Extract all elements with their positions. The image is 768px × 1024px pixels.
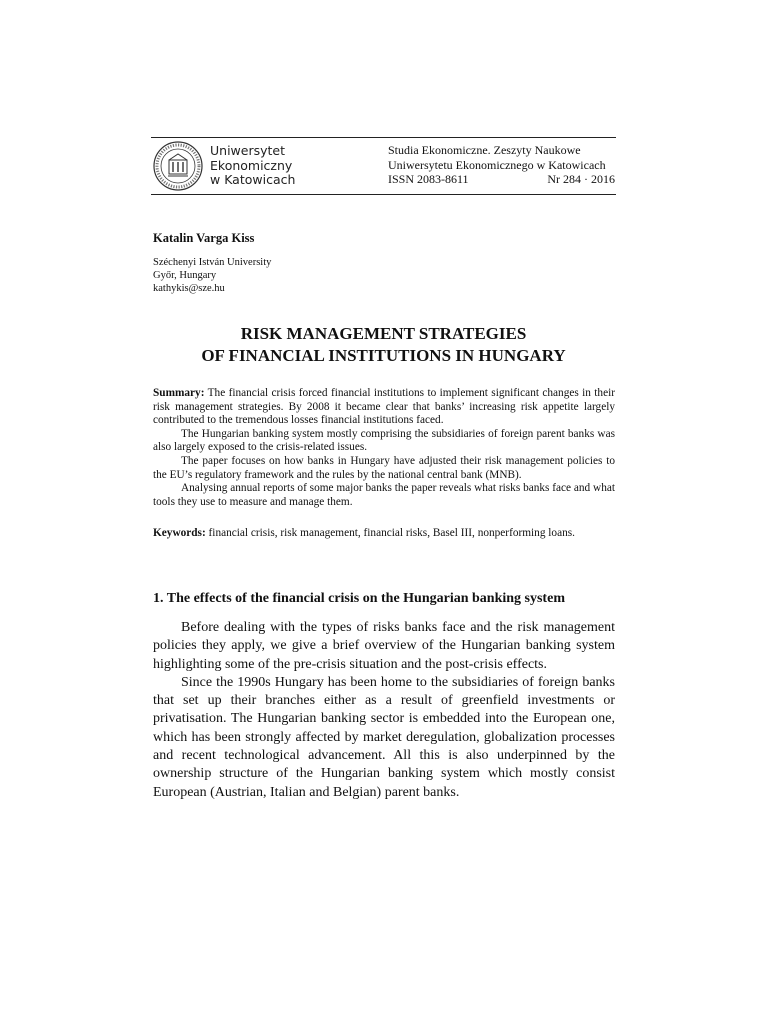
summary-paragraph-4: Analysing annual reports of some major banks the paper reveals what risks banks face and what tools they use to measure and manage them. xyxy=(153,482,615,508)
author-name: Katalin Varga Kiss xyxy=(153,231,255,245)
issn-row xyxy=(388,172,615,187)
header-bottom-rule xyxy=(151,194,616,195)
university-name-line2: Ekonomiczny xyxy=(210,157,293,173)
section-1-paragraph-1: Before dealing with the types of risks banks face and the risk management policies they apply, we give a brief overview of the Hungarian banking system highlighting some of the pre-crisis situation and the post-crisis effects. xyxy=(153,620,615,672)
journal-info xyxy=(388,143,615,187)
section-1-paragraph-2: Since the 1990s Hungary has been home to the subsidiaries of foreign banks that set up their branches either as a result of greenfield investments or privatisation. The Hungarian banking sector is embedded into the European one, which has been strongly affected by market deregulation, globalization processes and recent technological advancement. All this is also underpinned by the ownership structure of the Hungarian banking system which mostly consist European (Austrian, Italian and Belgian) parent banks. xyxy=(153,674,615,800)
header-top-rule xyxy=(151,137,616,138)
university-seal-icon xyxy=(153,141,203,191)
author-city: Győr, Hungary xyxy=(153,270,217,281)
summary-paragraph-2: The Hungarian banking system mostly comprising the subsidiaries of foreign parent banks was also largely exposed to the crisis-related issues. xyxy=(153,427,615,454)
paper-title-line2: OF FINANCIAL INSTITUTIONS IN HUNGARY xyxy=(201,346,566,365)
author-institution: Széchenyi István University xyxy=(153,257,272,268)
summary-label: Summary: xyxy=(153,387,205,399)
issn: ISSN 2083-8611 xyxy=(388,172,469,186)
keywords-block xyxy=(153,527,615,541)
summary-block xyxy=(153,387,615,509)
keywords-text: financial crisis, risk management, financial risks, Basel III, nonperforming loans. xyxy=(208,527,575,539)
university-name xyxy=(210,144,295,188)
journal-title: Studia Ekonomiczne. Zeszyty Naukowe xyxy=(388,143,581,157)
summary-paragraph-1 xyxy=(153,387,615,428)
section-1-heading: 1. The effects of the financial crisis on the Hungarian banking system xyxy=(153,591,565,606)
summary-text-1: The financial crisis forced financial institutions to implement significant changes in their risk management strategies. By 2008 it became clear that banks’ increasing risk appetite largely contributed to the tremendous losses financial institutions faced. xyxy=(153,387,615,427)
university-name-line1: Uniwersytet xyxy=(210,143,285,158)
summary-paragraph-3: The paper focuses on how banks in Hungary have adjusted their risk management policies to the EU’s regulatory framework and the rules by the national central bank (MNB). xyxy=(153,454,615,481)
section-1-body xyxy=(153,619,615,802)
author-email: kathykis@sze.hu xyxy=(153,283,225,294)
paper-title xyxy=(151,323,616,367)
university-name-line3: w Katowicach xyxy=(210,172,296,187)
paper-title-line1: RISK MANAGEMENT STRATEGIES xyxy=(240,324,527,343)
author-affiliation xyxy=(153,256,271,295)
journal-subtitle: Uniwersytetu Ekonomicznego w Katowicach xyxy=(388,157,606,172)
issue-number: Nr 284 · 2016 xyxy=(547,172,615,186)
keywords-label: Keywords: xyxy=(153,527,206,539)
